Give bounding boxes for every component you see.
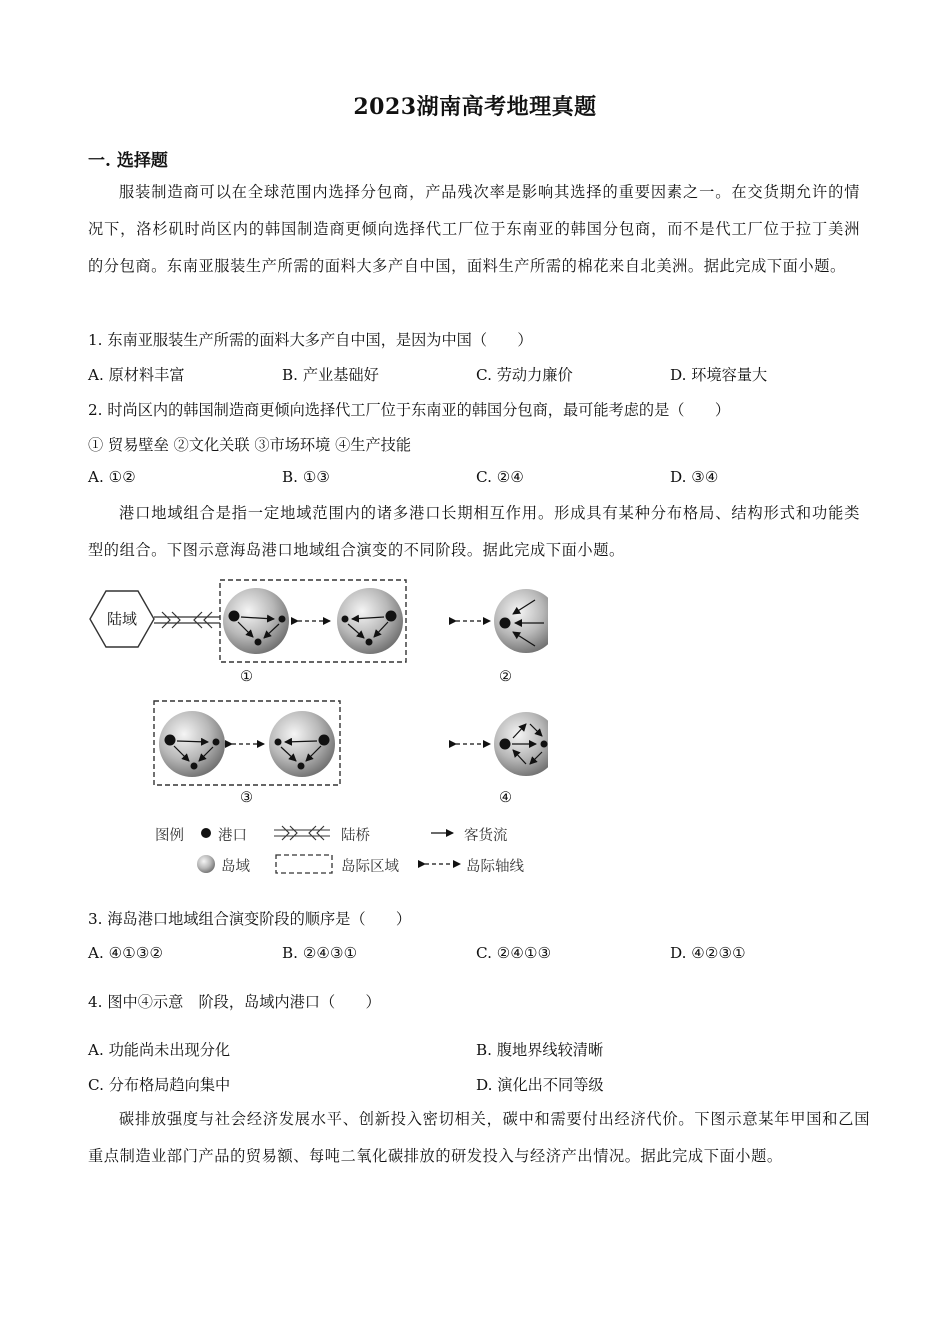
- stage-label-1: ①: [240, 669, 253, 685]
- q1-option-c[interactable]: C. 劳动力廉价: [476, 366, 573, 384]
- question-3-stem: 3. 海岛港口地域组合演变阶段的顺序是（ ）: [88, 910, 412, 928]
- legend-region-label: 岛际区域: [341, 859, 399, 875]
- stage-label-3: ③: [240, 790, 253, 806]
- question-2-items: ① 贸易壁垒 ②文化关联 ③市场环境 ④生产技能: [88, 436, 412, 454]
- question-4-options-row1: [88, 1039, 868, 1061]
- stage1-island-b: [337, 588, 403, 654]
- q4-option-d[interactable]: D. 演化出不同等级: [476, 1076, 604, 1094]
- land-bridge-symbol: [154, 612, 220, 628]
- q1-option-d[interactable]: D. 环境容量大: [670, 366, 768, 384]
- q3-option-a[interactable]: A. ④①③②: [88, 944, 164, 962]
- legend-port-symbol: [201, 828, 211, 838]
- q2-option-c[interactable]: C. ②④: [476, 468, 524, 486]
- q4-option-a[interactable]: A. 功能尚未出现分化: [88, 1041, 231, 1059]
- q2-option-a[interactable]: A. ①②: [88, 468, 136, 486]
- legend-port-label: 港口: [218, 828, 247, 844]
- question-4-stem: 4. 图中④示意 阶段，岛域内港口（ ）: [88, 993, 381, 1011]
- legend-island-symbol: [197, 855, 215, 873]
- question-2-options: [88, 468, 868, 490]
- passage-3: 碳排放强度与社会经济发展水平、创新投入密切相关，碳中和需要付出经济代价。下图示意某年甲国和乙国重点制造业部门产品的贸易额、每吨二氧化碳排放的研发投入与经济产出情况。据此完成下面小题。: [88, 1110, 870, 1165]
- land-label: 陆域: [107, 610, 138, 628]
- section-heading: 一. 选择题: [88, 151, 168, 171]
- stage-label-2: ②: [499, 669, 512, 685]
- q4-option-c[interactable]: C. 分布格局趋向集中: [88, 1076, 231, 1094]
- stage4-island: [494, 712, 548, 776]
- stage-label-4: ④: [499, 790, 512, 806]
- legend-bridge-symbol: [274, 826, 330, 840]
- question-2-stem: 2. 时尚区内的韩国制造商更倾向选择代工厂位于东南亚的韩国分包商，最可能考虑的是（ ）: [88, 401, 731, 419]
- q3-option-d[interactable]: D. ④②③①: [670, 944, 746, 962]
- q4-option-b[interactable]: B. 腹地界线较清晰: [476, 1041, 604, 1059]
- passage-2: 港口地域组合是指一定地域范围内的诸多港口长期相互作用。形成具有某种分布格局、结构形式和功能类型的组合。下图示意海岛港口地域组合演变的不同阶段。据此完成下面小题。: [88, 504, 860, 559]
- stage3-island-a: [159, 711, 225, 777]
- q1-option-a[interactable]: A. 原材料丰富: [88, 366, 185, 384]
- legend-region-symbol: [276, 855, 332, 873]
- question-4-options-row2: [88, 1074, 868, 1096]
- stage3-island-b: [269, 711, 335, 777]
- q1-option-b[interactable]: B. 产业基础好: [282, 366, 379, 384]
- question-3-options: [88, 944, 868, 966]
- legend-flow-label: 客货流: [464, 828, 508, 844]
- legend-axis-label: 岛际轴线: [466, 859, 524, 875]
- legend-island-label: 岛域: [221, 859, 250, 875]
- stage1-island-a: [223, 588, 289, 654]
- question-1-options: [88, 364, 868, 386]
- legend-bridge-label: 陆桥: [341, 828, 370, 844]
- q2-option-d[interactable]: D. ③④: [670, 468, 719, 486]
- legend-title: 图例: [155, 828, 184, 844]
- passage-1: 服装制造商可以在全球范围内选择分包商，产品残次率是影响其选择的重要因素之一。在交货期允许的情况下，洛杉矶时尚区内的韩国制造商更倾向选择代工厂位于东南亚的韩国分包商，而不是代工厂位于拉丁美洲的分包商。东南亚服装生产所需的面料大多产自中国，面料生产所需的棉花来自北美洲。据此完成下面小题。: [88, 183, 860, 275]
- q2-option-b[interactable]: B. ①③: [282, 468, 331, 486]
- q3-option-b[interactable]: B. ②④③①: [282, 944, 358, 962]
- question-1-stem: 1. 东南亚服装生产所需的面料大多产自中国，是因为中国（ ）: [88, 331, 533, 349]
- page-title: 2023湖南高考地理真题: [353, 94, 597, 120]
- port-combination-diagram: [88, 578, 548, 883]
- stage2-island: [494, 589, 548, 653]
- q3-option-c[interactable]: C. ②④①③: [476, 944, 552, 962]
